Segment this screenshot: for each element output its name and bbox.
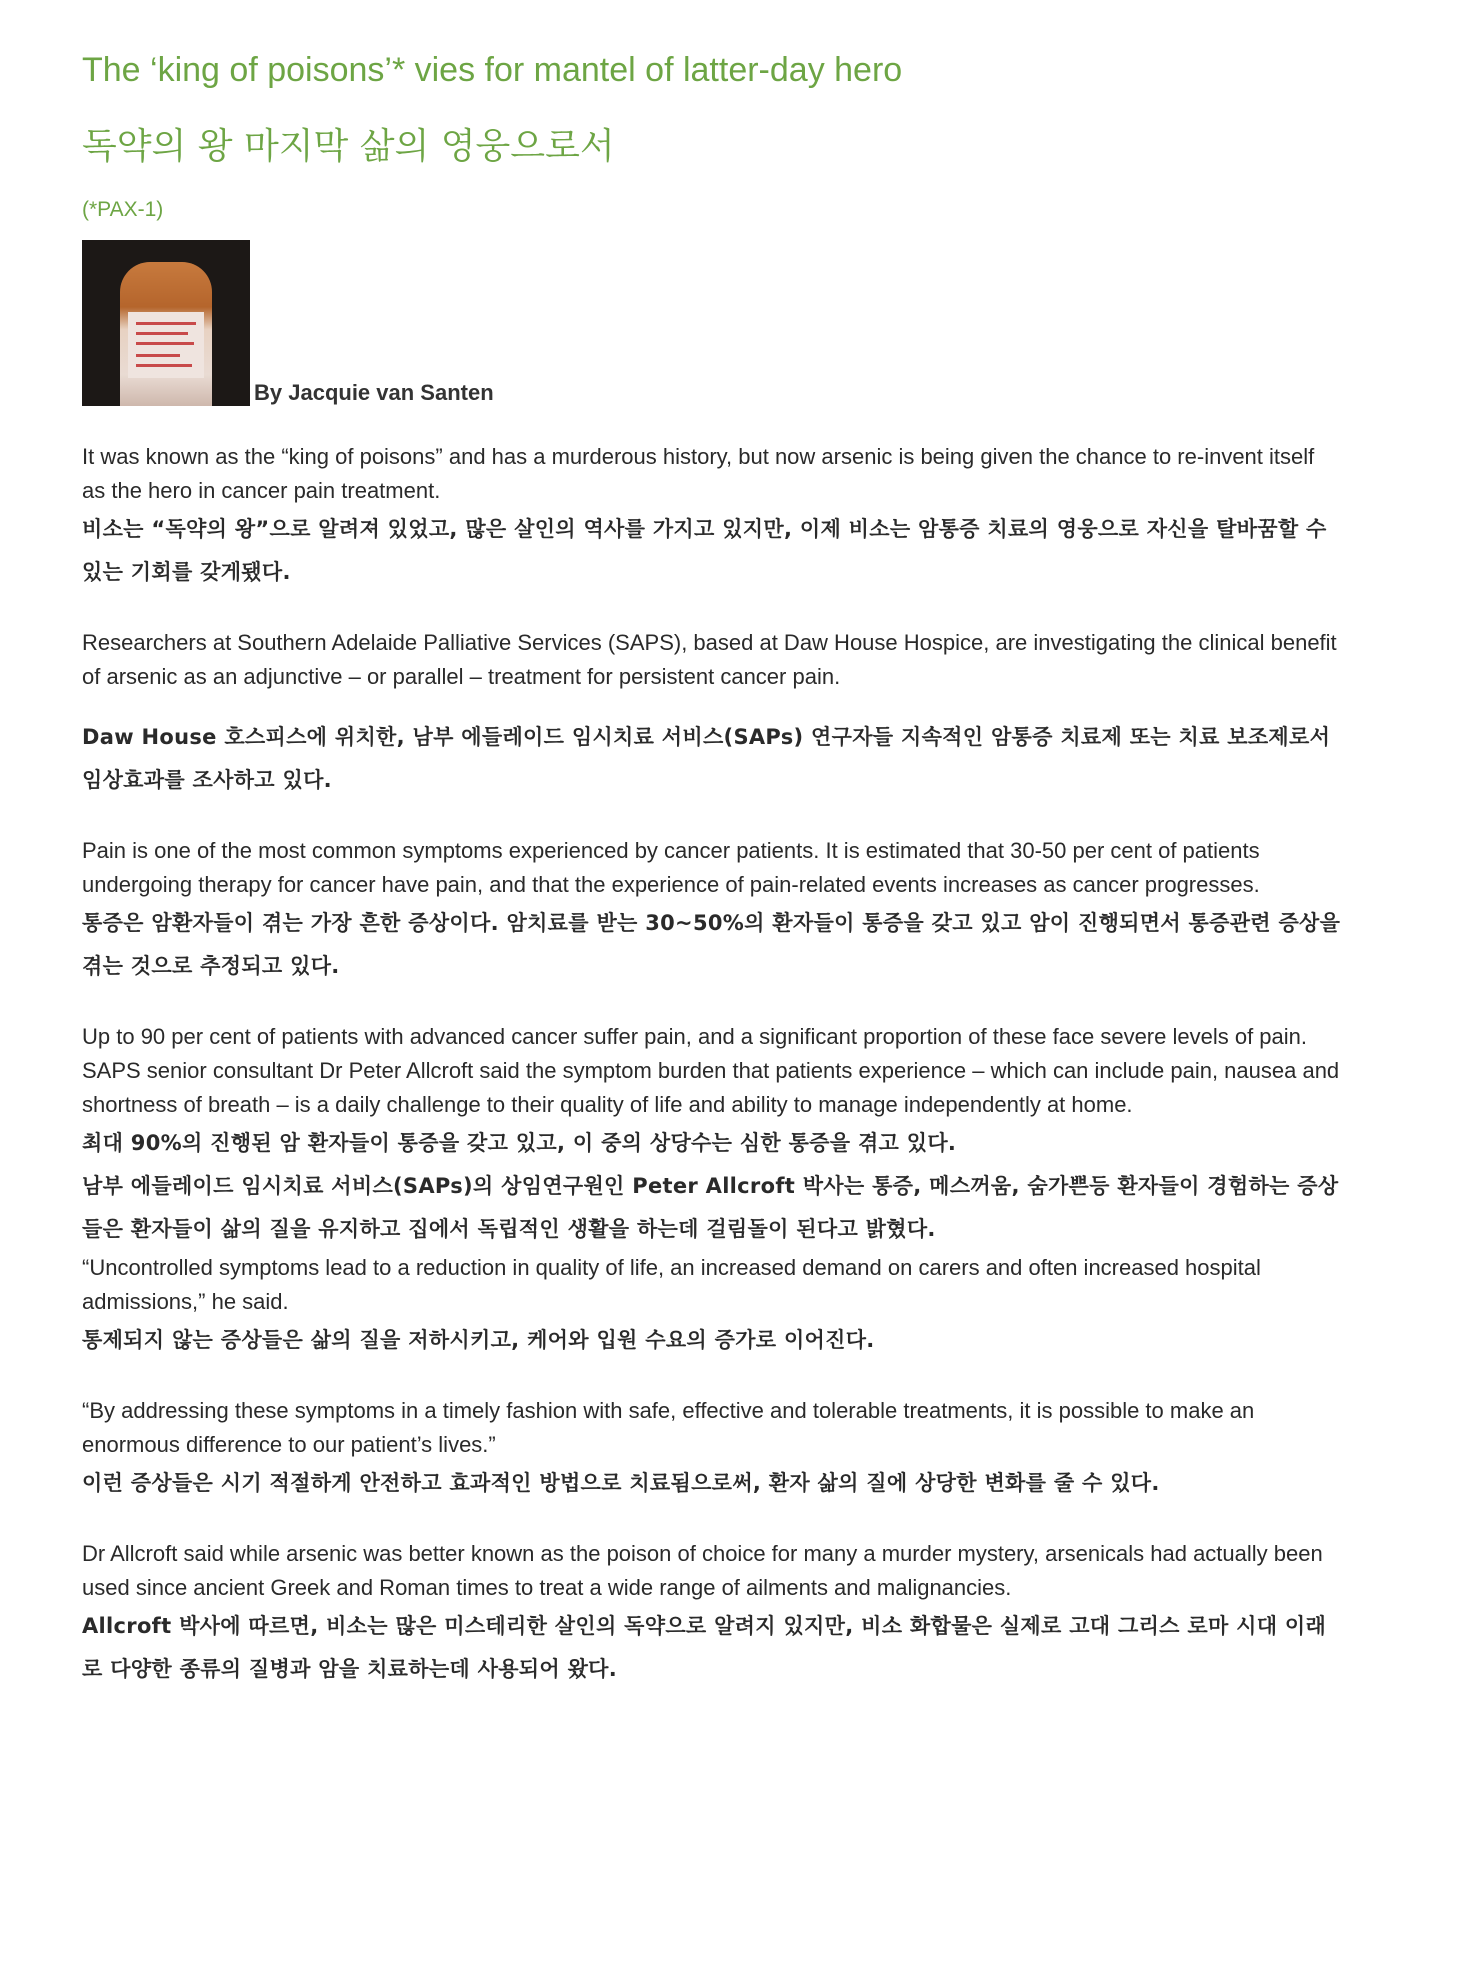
paragraph-5-korean: 이런 증상들은 시기 적절하게 안전하고 효과적인 방법으로 치료됨으로써, 환자 삶의 질에 상당한 변화를 줄 수 있다.	[82, 1470, 1160, 1495]
paragraph-2-korean: Daw House 호스피스에 위치한, 남부 에들레이드 임시치료 서비스(SAPs) 연구자들 지속적인 암통증 치료제 또는 치료 보조제로서 임상효과를 조사하고 있다.	[82, 724, 1331, 792]
paragraph-5-english: “By addressing these symptoms in a timely fashion with safe, effective and tolerable treatments, it is possible to make an enormous difference to our patient’s lives.”	[82, 1397, 1255, 1457]
paragraph-4-korean: 최대 90%의 진행된 암 환자들이 통증을 갖고 있고, 이 중의 상당수는 심한 통증을 겪고 있다.	[82, 1130, 957, 1155]
paragraph-6-english: Dr Allcroft said while arsenic was better known as the poison of choice for many a murder mystery, arsenicals had actually been used since ancient Greek and Roman times to treat a wide range of ailments and malignancies.	[82, 1540, 1323, 1600]
paragraph-3-english: Pain is one of the most common symptoms experienced by cancer patients. It is estimated that 30-50 per cent of patients undergoing therapy for cancer have pain, and that the experience of pain-related events increases as cancer progresses.	[82, 837, 1260, 897]
byline-row	[82, 240, 1342, 406]
paragraph-1-english: It was known as the “king of poisons” and has a murderous history, but now arsenic is being given the chance to re-invent itself as the hero in cancer pain treatment.	[82, 443, 1315, 503]
paragraph-4c-korean: 통제되지 않는 증상들은 삶의 질을 저하시키고, 케어와 입원 수요의 증가로 이어진다.	[82, 1327, 875, 1352]
paragraph-4c-english: “Uncontrolled symptoms lead to a reduction in quality of life, an increased demand on carers and often increased hospital admissions,” he said.	[82, 1254, 1261, 1314]
article-title-english: The ‘king of poisons’* vies for mantel of latter-day hero	[82, 51, 903, 89]
paragraph-4-english: Up to 90 per cent of patients with advanced cancer suffer pain, and a significant proportion of these face severe levels of pain.	[82, 1023, 1308, 1049]
author-byline: By Jacquie van Santen	[254, 379, 494, 405]
paragraph-4b-korean: 남부 에들레이드 임시치료 서비스(SAPs)의 상임연구원인 Peter Allcroft 박사는 통증, 메스꺼움, 숨가쁜등 환자들이 경험하는 증상들은 환자들이 삶의 질을 유지하고 집에서 독립적인 생활을 하는데 걸림돌이 된다고 밝혔다.	[82, 1173, 1339, 1241]
paragraph-4b-english: SAPS senior consultant Dr Peter Allcroft said the symptom burden that patients experience – which can include pain, nausea and shortness of breath – is a daily challenge to their quality of life and ability to manage independently at home.	[82, 1057, 1340, 1117]
bottle-photo	[82, 240, 250, 406]
paragraph-2-english: Researchers at Southern Adelaide Palliative Services (SAPS), based at Daw House Hospice, are investigating the clinical benefit of arsenic as an adjunctive – or parallel – treatment for persistent cancer pain.	[82, 629, 1337, 689]
paragraph-3-korean: 통증은 암환자들이 겪는 가장 흔한 증상이다. 암치료를 받는 30~50%의 환자들이 통증을 갖고 있고 암이 진행되면서 통증관련 증상을 겪는 것으로 추정되고 있다.	[82, 910, 1341, 978]
paragraph-6-korean: Allcroft 박사에 따르면, 비소는 많은 미스테리한 살인의 독약으로 알려지 있지만, 비소 화합물은 실제로 고대 그리스 로마 시대 이래로 다양한 종류의 질병과 암을 치료하는데 사용되어 왔다.	[82, 1613, 1327, 1681]
article-title-korean: 독약의 왕 마지막 삶의 영웅으로서	[82, 125, 615, 167]
paragraph-1-korean: 비소는 “독약의 왕”으로 알려져 있었고, 많은 살인의 역사를 가지고 있지만, 이제 비소는 암통증 치료의 영웅으로 자신을 탈바꿈할 수 있는 기회를 갖게됐다.	[82, 516, 1327, 584]
title-footnote-tag: (*PAX-1)	[82, 197, 164, 221]
article	[82, 50, 1342, 1691]
bottle-label	[128, 312, 204, 378]
